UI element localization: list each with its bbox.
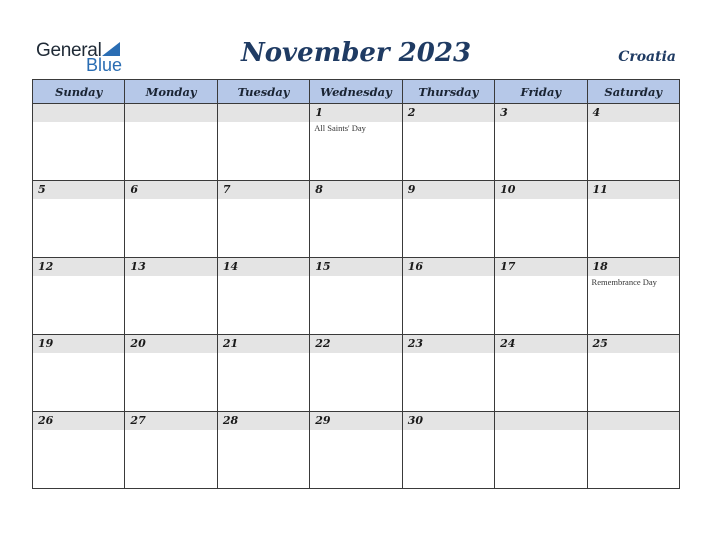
day-cell [33, 181, 125, 258]
day-cell [217, 335, 309, 412]
weekday-header-row [33, 80, 680, 104]
weekday-friday: Friday [495, 80, 587, 104]
day-cell [33, 412, 125, 489]
weekday-wednesday: Wednesday [310, 80, 402, 104]
day-cell [495, 258, 587, 335]
day-number: 30 [407, 414, 423, 427]
holiday-label: All Saints' Day [314, 123, 366, 133]
day-number: 11 [592, 183, 608, 196]
day-number: 23 [407, 337, 423, 350]
day-number: 18 [592, 260, 608, 273]
day-number: 3 [500, 106, 508, 119]
day-cell [587, 335, 679, 412]
week-row [33, 104, 680, 181]
week-row [33, 258, 680, 335]
day-cell [402, 104, 494, 181]
day-number: 28 [222, 414, 239, 427]
calendar-title: November 2023 [240, 38, 472, 68]
weekday-sunday: Sunday [33, 80, 125, 104]
day-cell [495, 335, 587, 412]
day-number: 21 [222, 337, 239, 350]
day-cell [495, 181, 587, 258]
day-number: 20 [130, 337, 146, 350]
day-number: 24 [500, 337, 516, 350]
day-cell [402, 181, 494, 258]
day-cell [33, 104, 125, 181]
day-number: 5 [38, 183, 46, 196]
day-number: 27 [130, 414, 146, 427]
day-number: 1 [315, 106, 323, 119]
day-cell [310, 412, 402, 489]
day-cell [33, 258, 125, 335]
day-number: 29 [315, 414, 331, 427]
week-row [33, 335, 680, 412]
day-number: 10 [500, 183, 516, 196]
weekday-tuesday: Tuesday [217, 80, 309, 104]
day-cell [310, 258, 402, 335]
weekday-thursday: Thursday [402, 80, 494, 104]
day-cell [217, 412, 309, 489]
day-cell [587, 104, 679, 181]
day-cell [495, 104, 587, 181]
day-cell [402, 335, 494, 412]
holiday-label: Remembrance Day [591, 277, 657, 287]
day-cell [310, 181, 402, 258]
day-number: 8 [315, 183, 323, 196]
day-number: 15 [315, 260, 331, 273]
day-cell [587, 181, 679, 258]
day-cell [310, 335, 402, 412]
logo-general-text: General [36, 40, 102, 61]
day-cell [125, 104, 217, 181]
day-cell [125, 258, 217, 335]
day-cell [587, 258, 679, 335]
day-cell [125, 412, 217, 489]
week-row [33, 181, 680, 258]
calendar-grid [32, 79, 680, 489]
day-number: 25 [592, 337, 608, 350]
country-label: Croatia [618, 49, 676, 65]
day-number: 12 [38, 260, 54, 273]
weekday-saturday: Saturday [587, 80, 679, 104]
day-cell [402, 258, 494, 335]
day-cell [33, 335, 125, 412]
day-number: 22 [315, 337, 331, 350]
day-cell [495, 412, 587, 489]
day-cell [402, 412, 494, 489]
day-cell [217, 181, 309, 258]
day-cell [125, 335, 217, 412]
weekday-monday: Monday [125, 80, 217, 104]
week-row [33, 412, 680, 489]
day-cell [310, 104, 402, 181]
day-number: 16 [407, 260, 423, 273]
day-cell [217, 104, 309, 181]
day-number: 26 [38, 414, 54, 427]
day-number: 17 [500, 260, 516, 273]
day-number: 4 [592, 106, 601, 119]
day-number: 9 [407, 183, 416, 196]
day-number: 7 [222, 183, 231, 196]
day-cell [217, 258, 309, 335]
day-number: 2 [407, 106, 416, 119]
day-cell [587, 412, 679, 489]
day-number: 19 [38, 337, 54, 350]
day-number: 6 [130, 183, 139, 196]
logo-blue-text: Blue [86, 55, 123, 75]
day-cell [125, 181, 217, 258]
day-number: 14 [222, 260, 239, 273]
day-number: 13 [130, 260, 146, 273]
